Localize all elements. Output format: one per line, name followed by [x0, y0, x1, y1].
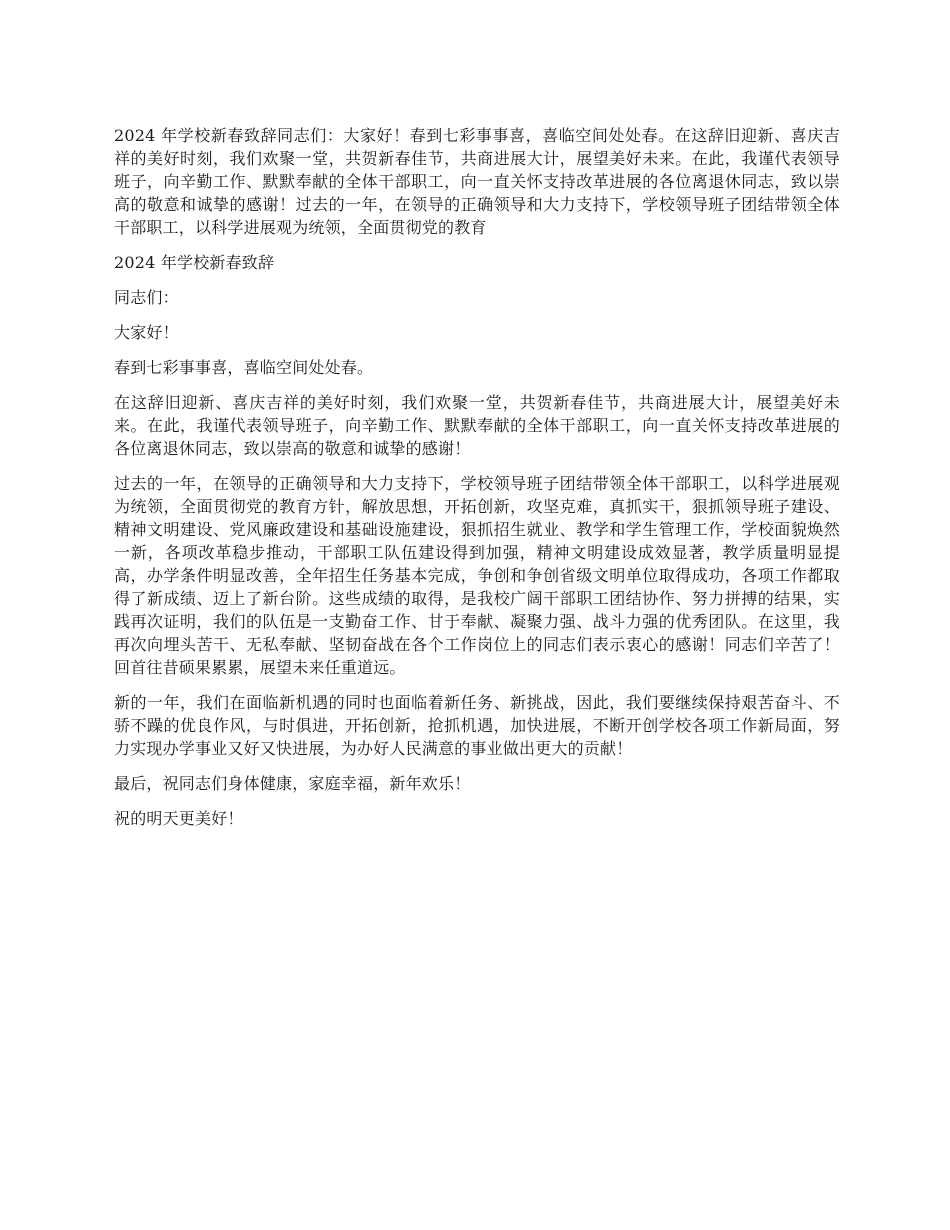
greeting: 大家好！ — [114, 323, 179, 342]
body-paragraph-2: 过去的一年，在领导的正确领导和大力支持下，学校领导班子团结带领全体干部职工，以科学进展观为统领，全面贯彻党的教育方针，解放思想，开拓创新，攻坚克难，真抓实干，狠抓领导班子建设、精神文明建设、党风廉政建设和基础设施建设，狠抓招生就业、教学和学生管理工作，学校面貌焕然一新，各项改革稳步推动，干部职工队伍建设得到加强，精神文明建设成效显著，教学质量明显提高，办学条件明显改善，全年招生任务基本完成，争创和争创省级文明单位取得成功，各项工作都取得了新成绩、迈上了新台阶。这些成绩的取得，是我校广阔干部职工团结协作、努力拼搏的结果，实践再次证明，我们的队伍是一支勤奋工作、甘于奉献、凝聚力强、战斗力强的优秀团队。在这里，我再次向埋头苦干、无私奉献、坚韧奋战在各个工作岗位上的同志们表示衷心的感谢！同志们辛苦了！回首往昔硕果累累，展望未来任重道远。 — [114, 474, 840, 677]
document-page — [114, 124, 840, 842]
final-wish: 祝的明天更美好！ — [114, 809, 244, 828]
closing-line: 最后，祝同志们身体健康，家庭幸福，新年欢乐！ — [114, 774, 471, 793]
summary-paragraph: 2024 年学校新春致辞同志们：大家好！春到七彩事事喜，喜临空间处处春。在这辞旧迎新、喜庆吉祥的美好时刻，我们欢聚一堂，共贺新春佳节，共商进展大计，展望美好未来。在此，我谨代表领导班子，向辛勤工作、默默奉献的全体干部职工，向一直关怀支持改革进展的各位离退休同志，致以崇高的敬意和诚挚的感谢！过去的一年，在领导的正确领导和大力支持下，学校领导班子团结带领全体干部职工，以科学进展观为统领，全面贯彻党的教育 — [114, 126, 840, 237]
body-paragraph-1: 在这辞旧迎新、喜庆吉祥的美好时刻，我们欢聚一堂，共贺新春佳节，共商进展大计，展望美好未来。在此，我谨代表领导班子，向辛勤工作、默默奉献的全体干部职工，向一直关怀支持改革进展的各位离退休同志，致以崇高的敬意和诚挚的感谢！ — [114, 393, 840, 458]
document-title: 2024 年学校新春致辞 — [114, 253, 275, 272]
opening-line: 春到七彩事事喜，喜临空间处处春。 — [114, 358, 374, 377]
salutation: 同志们： — [114, 288, 179, 307]
body-paragraph-3: 新的一年，我们在面临新机遇的同时也面临着新任务、新挑战，因此，我们要继续保持艰苦奋斗、不骄不躁的优良作风，与时俱进，开拓创新，抢抓机遇，加快进展，不断开创学校各项工作新局面，努力实现办学事业又好又快进展，为办好人民满意的事业做出更大的贡献！ — [114, 693, 840, 758]
